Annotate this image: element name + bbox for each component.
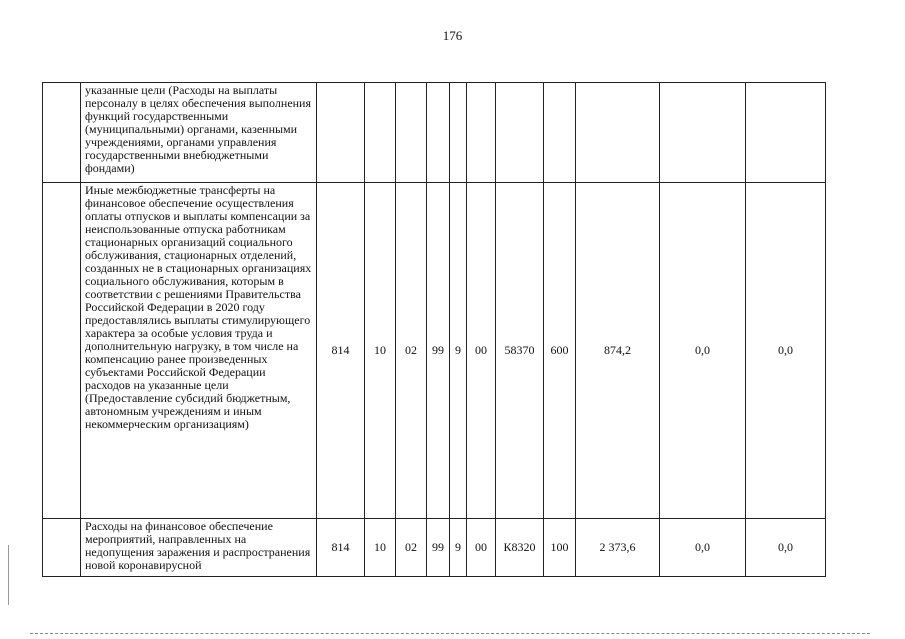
cell-section: 10 [365,183,396,519]
cell-ministry-code: 814 [317,519,365,577]
blank-cell [43,183,81,519]
table-row [43,183,826,519]
cell-amount-year2: 0,0 [660,519,746,577]
cell-ministry-code: 814 [317,183,365,519]
budget-table [42,82,826,577]
cell-expense-type: 100 [544,519,576,577]
cell-amount-year2 [660,83,746,183]
cell-event [467,83,496,183]
cell-program: 99 [427,183,450,519]
scan-bottom-edge [30,633,870,634]
row-description: Расходы на финансовое обеспечение мероприятий, направленных на недопущения заражения и распространения новой коронавирусной [81,519,317,577]
cell-program [427,83,450,183]
table-row [43,83,826,183]
cell-program: 99 [427,519,450,577]
cell-ministry-code [317,83,365,183]
scan-margin-mark [8,545,9,605]
blank-cell [43,519,81,577]
cell-expense-type [544,83,576,183]
blank-cell [43,83,81,183]
cell-event: 00 [467,519,496,577]
cell-amount-year3: 0,0 [746,519,826,577]
cell-amount-year1 [576,83,660,183]
row-description: Иные межбюджетные трансферты на финансовое обеспечение осуществления оплаты отпусков и выплаты компенсации за неиспользованные отпуска работникам стационарных организаций социального обслуживания, стационарных отделений, созданных не в стационарных организациях социального обслуживания, которым в соответствии с решениями Правительства Российской Федерации в 2020 году предоставлялись выплаты стимулирующего характера за особые условия труда и дополнительную нагрузку, в том числе на компенсацию ранее произведенных субъектами Российской Федерации расходов на указанные цели (Предоставление субсидий бюджетным, автономным учреждениям и иным некоммерческим организациям) [81,183,317,519]
cell-amount-year1: 2 373,6 [576,519,660,577]
table-row [43,519,826,577]
cell-subsection: 02 [396,183,427,519]
cell-event: 00 [467,183,496,519]
cell-direction: К8320 [496,519,544,577]
cell-subsection [396,83,427,183]
cell-amount-year1: 874,2 [576,183,660,519]
cell-amount-year3: 0,0 [746,183,826,519]
cell-subprogram: 9 [450,183,467,519]
cell-direction [496,83,544,183]
cell-direction: 58370 [496,183,544,519]
cell-subprogram: 9 [450,519,467,577]
cell-subprogram [450,83,467,183]
cell-section [365,83,396,183]
cell-amount-year2: 0,0 [660,183,746,519]
row-description: указанные цели (Расходы на выплаты персоналу в целях обеспечения выполнения функций государственными (муниципальными) органами, казенными учреждениями, органами управления государственными внебюджетными фондами) [81,83,317,183]
page-number: 176 [442,28,463,43]
cell-expense-type: 600 [544,183,576,519]
cell-subsection: 02 [396,519,427,577]
cell-amount-year3 [746,83,826,183]
cell-section: 10 [365,519,396,577]
